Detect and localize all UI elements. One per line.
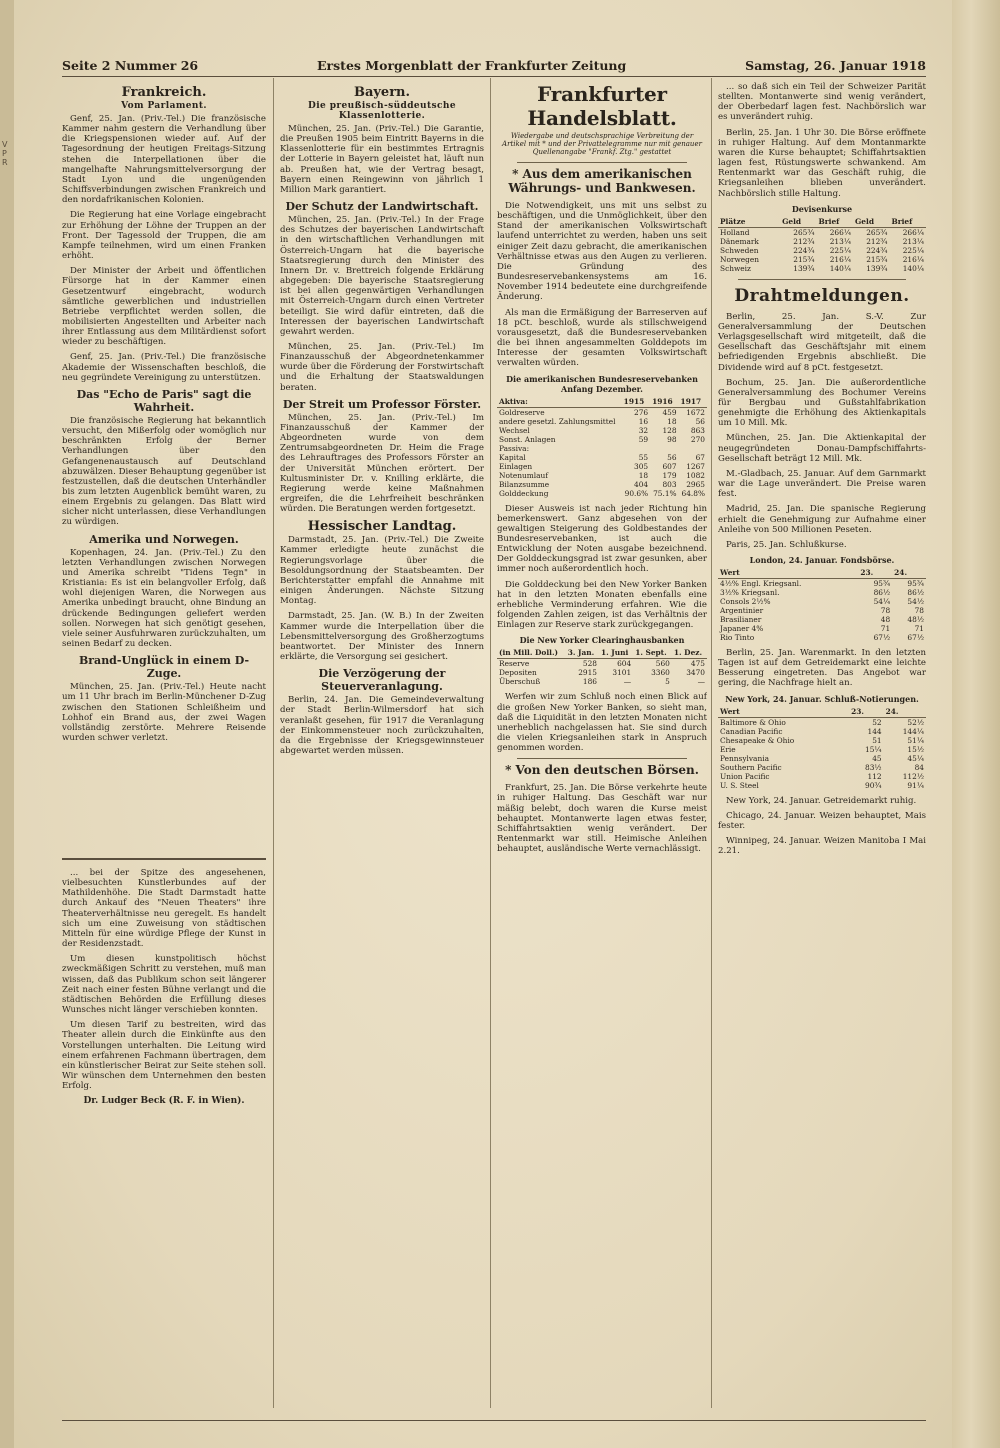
article-paragraph: Darmstadt, 25. Jan. (W. B.) In der Zweiten Kammer wurde die Interpellation über die Lebensmittelversorgung des Großherzogtums beantwortet. Der Minister des Innern erklärte, die Versorgung sei gesichert. — [280, 611, 484, 663]
article-paragraph: Genf, 25. Jan. (Priv.-Tel.) Die französische Akademie der Wissenschaften beschloß, die neu gegründete Vereinigung zu unterstützen. — [62, 352, 266, 383]
table-row — [718, 264, 926, 273]
table-caption: Devisenkurse — [791, 203, 853, 214]
subsection-title: Die preußisch-süddeutsche Klassenlotterie. — [308, 101, 456, 121]
feuilleton-paragraph: Um diesen Tarif zu bestreiten, wird das Theater allein durch die Einkünfte aus den Vorstellungen unterhalten. Die Leitung wird einem erfahrenen Fachmann übertragen, dem ein künstlerischer Beirat zur Seite stehen soll. Wir wünschen dem Unternehmen den besten Erfolg. — [62, 1020, 266, 1092]
clearinghouse-table — [497, 647, 707, 686]
table-row — [497, 471, 707, 480]
table-cell: Einlagen — [499, 461, 533, 471]
article-title-echo-de-paris: Das "Echo de Paris" sagt die Wahrheit. — [76, 387, 252, 414]
table-header: Geld — [853, 216, 889, 228]
table-caption: London, 24. Januar. Fondsbörse. — [749, 555, 895, 565]
table-row — [718, 727, 926, 736]
article-paragraph: Dieser Ausweis ist nach jeder Richtung hin bemerkenswert. Ganz abgesehen von der gewaltigen Steigerung des Goldbestandes der Bundesreservebanken, ist auch die Entwicklung der Noten ausgabe bezeichnend. Der Golddeckungsgrad ist zwar gesunken, aber immer noch außerordentlich hoch. — [497, 503, 707, 575]
table-cell: 212¾ — [866, 236, 888, 246]
article-paragraph: Werfen wir zum Schluß noch einen Blick auf die großen New Yorker Banken, so sieht man, daß die Liquidität in den letzten Monaten nicht unerheblich nachgelassen hat. Sie sind durch die vielen Kriegsanleihen stark in Anspruch genommen worden. — [497, 692, 707, 754]
table-cell: 266¼ — [902, 227, 924, 237]
table-cell: Pennsylvania — [720, 753, 769, 763]
table-cell: 64.8% — [681, 488, 705, 498]
subsection-title: Vom Parlament. — [121, 101, 207, 111]
article-paragraph: München, 25. Jan. (Priv.-Tel.) Im Finanzausschuß der Abgeordnetenkammer wurde über die Förderung der Forstwirtschaft und die Erhaltung der Staatswaldungen beraten. — [280, 341, 484, 393]
table-cell: — — [697, 677, 705, 687]
table-cell: 863 — [690, 425, 705, 435]
article-headline: * Aus dem amerikanischen Währungs- und Bankwesen. — [508, 167, 696, 195]
table-cell: 15¼ — [865, 744, 882, 754]
handelsblatt-tagline: Wiedergabe und deutschsprachige Verbreitung der Artikel mit * und der Privattelegramme nur mit genauer Quellenangabe "Frankf. Ztg." gestattet — [502, 132, 702, 156]
table-row — [497, 407, 707, 417]
table-cell: 213¼ — [902, 236, 924, 246]
table-cell: U. S. Steel — [720, 780, 759, 790]
table-header: Plätze — [718, 216, 780, 228]
table-cell: 55 — [638, 452, 649, 462]
table-cell: 98 — [667, 434, 677, 444]
table-header: 24. — [892, 567, 926, 579]
table-cell: Sonst. Anlagen — [499, 434, 556, 444]
feuilleton-paragraph: ... bei der Spitze des angesehenen, vielbesuchten Kunstlerbundes auf der Mathildenhöhe. Die Stadt Darmstadt hatte durch Ankauf des "Neuen Theaters" ihre Theaterverhältnisse neu geregelt. Es handelt sich um eine Zuweisung von städtischen Mitteln für eine würdige Pflege der Kunst in der Residenzstadt. — [62, 868, 266, 950]
table-cell: 48 — [880, 615, 891, 624]
table-cell: 2965 — [686, 479, 705, 489]
table-cell: Goldreserve — [499, 407, 545, 417]
table-cell: — — [623, 677, 632, 687]
table-cell: 18 — [667, 416, 677, 426]
table-cell: Dänemark — [720, 236, 759, 246]
table-cell: 45¼ — [907, 753, 924, 763]
table-header: 3. Jan. — [566, 647, 599, 659]
feuilleton-rule — [62, 858, 266, 860]
table-cell: Union Pacific — [720, 771, 770, 781]
table-row — [718, 633, 926, 642]
column-4 — [718, 82, 926, 1432]
article-paragraph: Die Regierung hat eine Vorlage eingebracht zur Erhöhung der Löhne der Truppen an der Front. Der Tagessold der Truppen, die am Kampfe teilnehmen, wird um einen Franken erhöht. — [62, 210, 266, 262]
table-row — [718, 745, 926, 754]
article-paragraph: Kopenhagen, 24. Jan. (Priv.-Tel.) Zu den letzten Verhandlungen zwischen Norwegen und Amerika schreibt "Tidens Tegn" in Kristiania: Es ist ein belangvoller Erfolg, daß wohl diejenigen Waren, die Norwegen aus Amerika unbedingt braucht, ohne Bindung an drückende Bedingungen geliefert werden sollen. Norwegen hat sich genötigt gesehen, viele seiner Ausfuhrwaren zurückzuhalten, um seinen Bedarf zu decken. — [62, 547, 266, 650]
table-row — [497, 435, 707, 444]
table-cell: Erie — [720, 744, 736, 754]
table-cell: 45 — [872, 753, 882, 763]
table-cell: 216¼ — [902, 254, 924, 264]
table-cell: 15½ — [907, 744, 924, 754]
table-header: 24. — [884, 706, 926, 718]
article-paragraph: München, 25. Jan. (Priv.-Tel.) Die Garantie, die Preußen 1905 beim Eintritt Bayerns in die Klassenlotterie für ein bestimmtes Ertragnis der Lotterie in Bayern geleistet hat, läuft nun ab. Preußen hat, wie der Vertrag besagt, Bayern einen Reingewinn von jährlich 1 Million Mark garantiert. — [280, 124, 484, 195]
table-row — [497, 668, 707, 677]
table-header: 1915 — [622, 396, 650, 408]
table-cell: 144 — [867, 726, 882, 736]
table-cell: Depositen — [499, 668, 537, 678]
article-paragraph: München, 25. Jan. (Priv.-Tel.) In der Frage des Schutzes der bayerischen Landwirtschaft in den wirtschaftlichen Verhandlungen mit Österreich-Ungarn hat die bayerische Staatsregierung durch den Minister des Innern Dr. v. Brettreich folgende Erklärung abgegeben: Die bayerische Staatsregierung ist bei allen gegenwärtigen Verhandlungen mit Österreich-Ungarn durch einen Vertreter beteiligt. Sie wird dafür eintreten, daß die Interessen der bayerischen Landwirtschaft gewahrt werden. — [280, 215, 484, 337]
table-cell: 212¾ — [793, 236, 815, 246]
table-cell: 266¼ — [829, 227, 851, 237]
table-cell: Schweiz — [720, 263, 751, 273]
table-cell: Southern Pacific — [720, 762, 782, 772]
article-paragraph: Madrid, 25. Jan. Die spanische Regierung erhielt die Genehmigung zur Aufnahme einer Anleihe von 500 Millionen Peseten. — [718, 504, 926, 535]
table-cell: 52 — [872, 717, 882, 727]
column-divider-1 — [273, 78, 274, 1408]
table-header: 1916 — [650, 396, 678, 408]
header-rule — [62, 76, 926, 77]
column-1-feuilleton — [62, 868, 266, 1408]
table-cell: Golddeckung — [499, 488, 549, 498]
table-cell: 51¼ — [907, 735, 924, 745]
section-title-hessischer-landtag: Hessischer Landtag. — [307, 519, 457, 535]
table-row — [497, 426, 707, 435]
column-2 — [280, 82, 484, 1432]
table-cell: Consols 2½% — [720, 597, 771, 606]
divider — [738, 279, 906, 280]
table-cell: 86½ — [873, 588, 891, 597]
table-row — [718, 736, 926, 745]
table-row — [497, 453, 707, 462]
table-cell: 459 — [662, 407, 677, 417]
table-row — [718, 606, 926, 615]
article-paragraph: M.-Gladbach, 25. Januar. Auf dem Garnmarkt war die Lage unverändert. Die Preise waren fest. — [718, 468, 926, 500]
footer-rule — [62, 1420, 926, 1421]
table-cell: 265¾ — [793, 227, 815, 237]
section-title-frankreich: Frankreich. — [121, 85, 207, 100]
table-cell: 56 — [695, 416, 705, 426]
article-paragraph: München, 25. Jan. (Priv.-Tel.) Heute nacht um 11 Uhr brach im Berlin-Münchener D-Zug zwischen den Stationen Schleißheim und Lohhof ein Brand aus, der zwei Wagen vollständig zerstörte. Mehrere Reisende wurden schwer verletzt. — [62, 682, 266, 743]
table-row — [718, 237, 926, 246]
table-cell: 51 — [872, 735, 882, 745]
column-1 — [62, 82, 266, 850]
table-cell: Holland — [720, 227, 750, 237]
table-cell: Reserve — [499, 659, 530, 669]
table-cell: 179 — [662, 470, 677, 480]
table-cell: 803 — [662, 479, 677, 489]
table-cell: 270 — [690, 434, 705, 444]
table-cell: 3½% Kriegsanl. — [720, 588, 780, 597]
table-row — [718, 763, 926, 772]
table-cell: 71 — [880, 624, 891, 633]
table-row — [718, 772, 926, 781]
table-cell: Chesapeake & Ohio — [720, 735, 795, 745]
table-cell: 83½ — [865, 762, 882, 772]
left-binding-gutter — [0, 0, 14, 1448]
article-paragraph: Die Golddeckung bei den New Yorker Banken hat in den letzten Monaten ebenfalls eine erhebliche Verminderung erfahren. Wie die folgenden Zahlen zeigen, ist das Verhältnis der Einlagen zur Reserve stark zurückgegangen. — [497, 579, 707, 631]
table-cell: 32 — [638, 425, 649, 435]
table-cell: 112 — [867, 771, 882, 781]
header-page-number: Seite 2 Nummer 26 — [62, 58, 199, 73]
feuilleton-signature: Dr. Ludger Beck (R. F. in Wien). — [83, 1096, 245, 1107]
table-header: 1917 — [679, 396, 707, 408]
table-header: 23. — [849, 706, 883, 718]
table-cell: Norwegen — [720, 254, 760, 264]
table-row — [497, 444, 707, 453]
devisen-table — [718, 216, 926, 273]
table-cell — [622, 444, 650, 453]
table-cell: 78 — [914, 606, 924, 615]
table-cell: 560 — [655, 659, 670, 669]
table-cell: 90¾ — [865, 780, 882, 790]
table-cell: 186 — [582, 677, 598, 687]
table-row — [718, 588, 926, 597]
section-title-bayern: Bayern. — [353, 85, 411, 100]
table-cell: Bilanzsumme — [499, 479, 550, 489]
right-page-edge — [952, 0, 1000, 1448]
table-header: 1. Dez. — [672, 647, 707, 659]
table-cell: 95¾ — [907, 579, 924, 588]
header-edition-title: Erstes Morgenblatt der Frankfurter Zeitung — [317, 58, 627, 73]
table-cell: 144¼ — [902, 726, 924, 736]
table-row — [718, 246, 926, 255]
edge-note: V P R — [2, 140, 8, 167]
divider — [517, 162, 687, 163]
table-header: 23. — [858, 567, 892, 579]
table-cell: Passiva: — [499, 443, 530, 453]
article-paragraph: Berlin, 24. Jan. Die Gemeindeverwaltung der Stadt Berlin-Wilmersdorf hat sich veranlaßt gesehen, für 1917 die Veranlagung der Einkommensteuer noch zurückzuhalten, da die Ergebnisse der Kriegsgewinnsteuer abgewartet werden müssen. — [280, 695, 484, 756]
table-cell: 16 — [638, 416, 649, 426]
table-cell: 1267 — [686, 461, 705, 471]
table-cell: 305 — [634, 461, 649, 471]
table-row — [718, 597, 926, 606]
table-cell: 91¼ — [907, 780, 924, 790]
table-cell: Schweden — [720, 245, 759, 255]
table-cell: 67 — [695, 452, 705, 462]
table-header: Brief — [817, 216, 853, 228]
bundesreserve-table — [497, 396, 707, 498]
table-cell: 86½ — [907, 588, 924, 597]
column-divider-2 — [490, 78, 491, 1408]
table-header: Brief — [889, 216, 926, 228]
table-header: 1. Sept. — [633, 647, 672, 659]
table-cell: 139¾ — [866, 263, 888, 273]
table-cell: 2915 — [578, 668, 598, 678]
article-title-amerika-norwegen: Amerika und Norwegen. — [89, 532, 239, 546]
table-row — [497, 489, 707, 498]
table-header: (in Mill. Doll.) — [497, 647, 566, 659]
table-cell: Rio Tinto — [720, 633, 755, 642]
table-cell: 224¾ — [793, 245, 815, 255]
handelsblatt-title: Frankfurter Handelsblatt. — [527, 82, 677, 130]
article-paragraph: New York, 24. Januar. Getreidemarkt ruhig. — [726, 795, 917, 806]
article-paragraph: Bochum, 25. Jan. Die außerordentliche Generalversammlung des Bochumer Vereins für Bergbau und Gußstahlfabrikation genehmigte die Erhöhung des Aktienkapitals um 10 Mill. Mk. — [718, 377, 926, 429]
article-paragraph: Paris, 25. Jan. Schlußkurse. — [726, 539, 847, 550]
table-cell: 215¾ — [866, 254, 888, 264]
table-cell: 48½ — [907, 615, 924, 624]
header-date: Samstag, 26. Januar 1918 — [745, 58, 926, 73]
table-cell: 112½ — [902, 771, 924, 781]
table-cell: Baltimore & Ohio — [720, 717, 786, 727]
divider — [517, 758, 687, 759]
table-cell: 3101 — [612, 668, 632, 678]
table-cell: 56 — [667, 452, 677, 462]
table-cell: 128 — [662, 425, 677, 435]
article-paragraph: Der Minister der Arbeit und öffentlichen Fürsorge hat in der Kammer einen Gesetzentwurf eingebracht, wodurch sämtliche gewerblichen und industriellen Betriebe verpflichtet werden sollen, die mobilisierten Angestellten und Arbeiter nach ihrer Entlassung aus dem Militärdienst sofort wieder zu beschäftigen. — [62, 266, 266, 348]
article-paragraph: Winnipeg, 24. Januar. Weizen Manitoba I Mai 2.21. — [718, 836, 926, 857]
table-header: Wert — [718, 567, 858, 579]
table-row — [718, 579, 926, 589]
article-paragraph: Als man die Ermäßigung der Barreserven auf 18 pCt. beschloß, wurde als stillschweigend vorausgesetzt, daß die Bundesreservebanken die bei ihnen angesammelten Golddepots im Interesse der gesamten Volkswirtschaft verwalten würden. — [497, 307, 707, 369]
table-cell: 140¼ — [829, 263, 851, 273]
table-cell: 75.1% — [653, 488, 677, 498]
table-cell: 3360 — [651, 668, 670, 678]
table-cell: 18 — [638, 470, 649, 480]
table-cell: 52½ — [907, 717, 924, 727]
table-row — [497, 462, 707, 471]
table-cell: Wechsel — [499, 425, 530, 435]
table-cell: 215¾ — [793, 254, 815, 264]
column-3 — [497, 82, 707, 1432]
table-cell: 59 — [638, 434, 649, 444]
table-cell: 225¼ — [829, 245, 851, 255]
table-cell: 3470 — [686, 668, 705, 678]
london-table — [718, 567, 926, 642]
article-title: Der Streit um Professor Förster. — [282, 397, 482, 411]
table-row — [718, 754, 926, 763]
table-cell: 404 — [634, 479, 649, 489]
table-cell — [650, 444, 678, 453]
table-row — [718, 615, 926, 624]
table-cell: 216¼ — [829, 254, 851, 264]
table-cell: 78 — [880, 606, 891, 615]
section-title-drahtmeldungen: Drahtmeldungen. — [734, 285, 910, 306]
table-cell: 139¾ — [793, 263, 815, 273]
table-cell — [679, 444, 707, 453]
table-header: Wert — [718, 706, 849, 718]
table-cell: 265¾ — [866, 227, 888, 237]
article-paragraph: Berlin, 25. Jan. Warenmarkt. In den letzten Tagen ist auf dem Getreidemarkt eine leichte Besserung eingetreten. Das Angebot war gering, die Nachfrage hielt an. — [718, 648, 926, 689]
table-header: Geld — [780, 216, 816, 228]
column-divider-3 — [711, 78, 712, 1408]
newyork-table — [718, 706, 926, 790]
article-title: Die Verzögerung der Steuerveranlagung. — [318, 667, 446, 694]
table-cell: 604 — [617, 659, 632, 669]
table-cell: andere gesetzl. Zahlungsmittel — [499, 416, 616, 426]
table-cell: 225¼ — [902, 245, 924, 255]
table-cell: Brasilianer — [720, 615, 762, 624]
table-row — [497, 480, 707, 489]
table-header: Aktiva: — [497, 396, 622, 408]
table-cell: Japaner 4% — [720, 624, 764, 633]
table-cell: 1082 — [686, 470, 705, 480]
table-row — [718, 717, 926, 727]
table-cell: 224¾ — [866, 245, 888, 255]
table-cell: Canadian Pacific — [720, 726, 783, 736]
table-cell: 71 — [914, 624, 924, 633]
table-cell: 54½ — [907, 597, 924, 606]
article-paragraph: Die französische Regierung hat bekanntlich versucht, den Mißerfolg oder womöglich nur beschränkten Erfolg der Berner Verhandlungen über den Gefangenenaustausch auf Deutschland abzuwälzen. Dieser Behauptung gegenüber ist festzustellen, daß die deutschen Unterhändler bis zum letzten Augenblick bemüht waren, zu einem Ergebnis zu gelangen. Das Blatt wird sicher nicht unterlassen, diese Verhandlungen zu würdigen. — [62, 415, 266, 528]
article-paragraph: Berlin, 25. Jan. S.-V. Zur Generalversammlung der Deutschen Verlagsgesellschaft wird mitgeteilt, daß die Gesellschaft das Geschäftsjahr mit einem befriedigenden Ergebnis abschließt. Die Dividende wird auf 8 pCt. festgesetzt. — [718, 311, 926, 373]
table-row — [497, 417, 707, 426]
table-cell: 213¼ — [829, 236, 851, 246]
article-title-brand-unglueck: Brand-Unglück in einem D-Zuge. — [78, 654, 250, 681]
table-caption: Die New Yorker Clearinghausbanken — [519, 635, 685, 646]
article-paragraph: Die Notwendigkeit, uns mit uns selbst zu beschäftigen, und die Unmöglichkeit, über den Stand der amerikanischen Volkswirtschaft laufend unterrichtet zu werden, haben uns seit einiger Zeit dazu gebracht, die amerikanischen Verhältnisse etwas aus den Augen zu verlieren. Die Gründung des Bundesreservebankensystems am 16. November 1914 bedeutete eine durchgreifende Änderung. — [497, 201, 707, 303]
table-cell: 475 — [690, 659, 705, 669]
article-paragraph: Frankfurt, 25. Jan. Die Börse verkehrte heute in ruhiger Haltung. Das Geschäft war nur mäßig belebt, doch waren die Kurse meist behauptet. Montanwerte lagen etwas fester, Schiffahrtsaktien wenig verändert. Der Rentenmarkt war still. Heimische Anleihen behauptet, ausländische Werte vernachlässigt. — [497, 783, 707, 855]
table-cell: Notenumlauf — [499, 470, 549, 480]
article-paragraph: München, 25. Jan. Die Aktienkapital der neugegründeten Donau-Dampfschiffahrts-Gesellschaft beträgt 12 Mill. Mk. — [718, 433, 926, 464]
table-row — [718, 624, 926, 633]
table-cell: 54¼ — [873, 597, 891, 606]
table-cell: 276 — [634, 407, 649, 417]
table-cell: 607 — [662, 461, 677, 471]
table-cell: 140¼ — [902, 263, 924, 273]
table-caption: New York, 24. Januar. Schluß-Notierungen. — [725, 693, 919, 704]
table-header: 1. Juni — [599, 647, 633, 659]
table-row — [718, 781, 926, 790]
table-cell: Überschuß — [499, 677, 541, 687]
table-cell: 1672 — [686, 407, 705, 417]
article-title: Der Schutz der Landwirtschaft. — [285, 200, 479, 214]
table-cell: 67½ — [907, 633, 924, 642]
table-row — [718, 255, 926, 264]
table-cell: 4½% Engl. Kriegsanl. — [720, 579, 802, 588]
table-cell: 95¾ — [873, 579, 891, 588]
article-paragraph: ... so daß sich ein Teil der Schweizer Parität stellten. Montanwerte sind wenig verändert, der Oberbedarf lagen fest. Nachbörslich war es unverändert ruhig. — [718, 82, 926, 123]
article-headline: * Von den deutschen Börsen. — [505, 763, 699, 778]
table-row — [497, 659, 707, 669]
table-row — [718, 227, 926, 237]
feuilleton-paragraph: Um diesen kunstpolitisch höchst zweckmäßigen Schritt zu verstehen, muß man wissen, daß das Publikum schon seit längerer Zeit nach einer festen Bühne verlangt und die städtischen Behörden die Erfüllung dieses Wunsches nicht länger verschieben konnten. — [62, 954, 266, 1016]
table-cell: 528 — [582, 659, 598, 669]
table-cell: Kapital — [499, 452, 526, 462]
table-row — [497, 677, 707, 686]
article-paragraph: Darmstadt, 25. Jan. (Priv.-Tel.) Die Zweite Kammer erledigte heute zunächst die Regierungsvorlage über die Besoldungsordnung der Staatsbeamten. Der Berichterstatter empfahl die Annahme mit einigen Änderungen. Nächste Sitzung Montag. — [280, 535, 484, 607]
article-paragraph: Berlin, 25. Jan. 1 Uhr 30. Die Börse eröffnete in ruhiger Haltung. Auf dem Montanmarkte waren die Kurse behauptet; Schiffahrtsaktien lagen fest, Rüstungswerte schwankend. Am Rentenmarkt war das Geschäft ruhig, die Kriegsanleihen blieben unverändert. Nachbörslich stille Haltung. — [718, 127, 926, 199]
table-caption: Die amerikanischen Bundesreservebanken Anfang Dezember. — [506, 373, 698, 394]
article-paragraph: Chicago, 24. Januar. Weizen behauptet, Mais fester. — [718, 810, 926, 831]
table-cell: 84 — [914, 762, 924, 772]
table-cell: 5 — [665, 677, 670, 687]
table-cell: 90.6% — [624, 488, 649, 498]
article-paragraph: München, 25. Jan. (Priv.-Tel.) Im Finanzausschuß der Kammer der Abgeordneten wurde von dem Zentrumsabgeordneten Dr. Heim die Frage des Lehrauftrages des Professors Förster an der Universität München erörtert. Der Kultusminister Dr. v. Knilling erklärte, die Regierung werde keine Maßnahmen ergreifen, die die Lehrfreiheit beschränken würden. Die Beratungen werden fortgesetzt. — [280, 412, 484, 515]
table-cell: Argentinier — [720, 606, 764, 615]
article-paragraph: Genf, 25. Jan. (Priv.-Tel.) Die französische Kammer nahm gestern die Verhandlung über die Kriegspensionen wieder auf. Auf der Tagesordnung der heutigen Freitags-Sitzung stehen die Interpellationen über die mangelhafte Nahrungsmittelversorgung der Stadt Lyon und die ungenügenden Schiffsverbindungen zwischen Frankreich und den nordafrikanischen Kolonien. — [62, 114, 266, 206]
page-header — [62, 58, 926, 74]
table-cell: 67½ — [873, 633, 891, 642]
